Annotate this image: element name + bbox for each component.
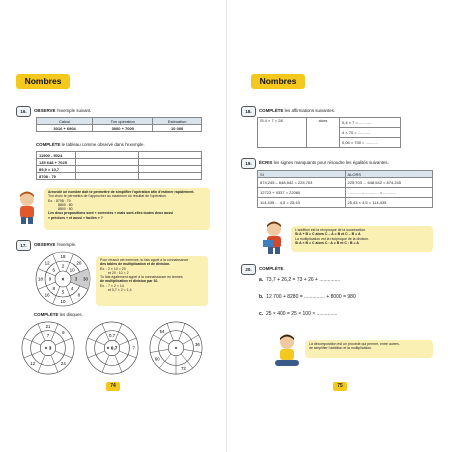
- ex16-answer-op[interactable]: [76, 173, 139, 180]
- wheel-inner-value: 10: [69, 267, 75, 273]
- left-title-banner: Nombres: [16, 74, 70, 89]
- wheel-center-label: ×: [174, 346, 178, 352]
- wheel-inner-value: 7: [46, 332, 50, 338]
- page-number-right: 75: [333, 382, 347, 391]
- ex18-table: [257, 117, 401, 148]
- ex17-number: 17.: [16, 240, 31, 251]
- wheel-outer-value: 18: [37, 276, 44, 282]
- tip-tables: [96, 256, 208, 306]
- tip-line: Ex. : 7 × 2 = 14: [100, 283, 124, 288]
- ex19-cell[interactable]: ............ – ............ = ............: [345, 188, 433, 198]
- tip-line: et 20 : 10 = 2: [108, 270, 129, 275]
- right-page: [226, 0, 452, 452]
- ex18-instruction: COMPLÈTE les affirmations suivantes.: [259, 108, 336, 113]
- ex18-number: 18.: [241, 106, 256, 117]
- ex17-instruction: OBSERVE l'exemple.: [34, 242, 77, 247]
- ex18-item[interactable]: 0,04 × 700 = ...........: [340, 138, 401, 148]
- ex19-cell[interactable]: 225,703 ... 648,542 = 874,245: [345, 178, 433, 188]
- item-label: a.: [259, 277, 264, 283]
- ex19-table: [257, 170, 433, 208]
- item-label: c.: [259, 311, 264, 317]
- ex16-header-calc: Calcul: [37, 118, 93, 125]
- ex18-item[interactable]: 0,4 × 7 = ...........: [340, 118, 401, 128]
- tip-line: 8800 : 80: [58, 207, 73, 212]
- wheel-outer-value: 20: [76, 260, 82, 266]
- wheel-outer-value: 7: [132, 345, 135, 351]
- tip-line: L'addition est la réciproque de la soustraction.: [295, 228, 367, 232]
- tip-line: « précises » et aussi « faciles » ?: [48, 215, 103, 220]
- right-title-banner: Nombres: [251, 74, 305, 89]
- wheel-inner-value: 5: [61, 289, 65, 295]
- ex19-instruction: ÉCRIS les signes manquants pour résoudre les égalités suivantes.: [259, 160, 389, 165]
- example-wheel: [34, 250, 92, 308]
- ex18-alors: alors: [307, 118, 340, 148]
- ex16-cell-est: 10 000: [153, 125, 202, 132]
- wheel-b[interactable]: [84, 320, 140, 376]
- tip-line: La multiplication est la réciproque de la division.: [295, 236, 370, 241]
- ex16-answer-op[interactable]: [76, 159, 139, 166]
- ex16-header-op: Ton opération: [93, 118, 153, 125]
- ex19-number: 19.: [241, 158, 256, 169]
- wheel-outer-value: 54: [159, 328, 165, 334]
- wheel-center-label: ×: [61, 276, 65, 283]
- tip-line: La décomposition est un procédé qui permet, entre autres,: [309, 342, 400, 346]
- ex16-example-table: [36, 117, 202, 132]
- wheel-inner-value: 2: [61, 263, 65, 269]
- ex16-number: 16.: [16, 106, 31, 117]
- ex19-cell[interactable]: 114,435 ... 4,5 = 25,43: [258, 198, 346, 208]
- tip-decomposition: [305, 340, 433, 358]
- tip-line: Arrondir un nombre doit te permettre de simplifier l'opération afin d'estimer rapidement.: [48, 190, 195, 194]
- item-text: 12 700 + 8280 = ............... + 8000 = 980: [266, 294, 356, 300]
- tip-line: des tables de multiplication et de division.: [100, 262, 171, 267]
- ex16-row: 89,9 × 10,7: [37, 166, 76, 173]
- item-label: b.: [259, 294, 264, 300]
- wheel-outer-value: 72: [181, 365, 186, 371]
- tip-line: Si A × B = C alors C : A = B et C : B = A: [295, 240, 359, 245]
- wheel-center-label: × 0,7: [106, 346, 118, 352]
- ex16-answer-est[interactable]: [139, 166, 202, 173]
- ex18-item[interactable]: 4 × 70 = ...........: [340, 128, 401, 138]
- student-illustration: [14, 190, 40, 224]
- ex16-answer-est[interactable]: [139, 159, 202, 166]
- tip-line: de simplifier l'addition et la multiplication.: [309, 346, 373, 351]
- ex16-answer-op[interactable]: [76, 166, 139, 173]
- tip-line: Tu fais également appel à la connaissance en termes: [100, 275, 183, 280]
- tip-reciprocal: [291, 226, 433, 252]
- wheel-outer-value: 24: [60, 360, 66, 366]
- ex20-instruction: COMPLÈTE.: [259, 266, 285, 271]
- tip-line: Les deux propositions sont « correctes » mais sont-elles toutes deux aussi: [48, 211, 174, 216]
- wheel-outer-value: 36: [194, 341, 200, 347]
- ex16-answer-est[interactable]: [139, 152, 202, 159]
- ex16-header-est: Estimation: [153, 118, 202, 125]
- ex16-answer-est[interactable]: [139, 173, 202, 180]
- wheel-outer-value: 21: [45, 323, 51, 329]
- wheel-c[interactable]: [148, 320, 204, 376]
- tip-line: Si A + B = C alors C – A = B et C – B = A: [295, 232, 361, 237]
- tip-rounding: [44, 188, 210, 230]
- wheel-center-label: × 3: [44, 346, 52, 352]
- wheel-outer-value: 30: [82, 276, 89, 282]
- wheel-inner-value: 0,7: [108, 332, 116, 338]
- ex17-complete-instruction: COMPLÈTE les disques.: [34, 312, 83, 317]
- ex19-cell: 25,43 × 4,5 = 114,435: [345, 198, 433, 208]
- tip-line: Ex. : 2 × 10 = 20: [100, 266, 126, 271]
- ex19-cell: 12723 + 9337 = 22060: [258, 188, 346, 198]
- ex19-header-si: SI: [258, 171, 346, 178]
- item-text: 73,7 + 26,2 = 73 + 26 + ...............: [265, 277, 341, 283]
- ex16-answer-op[interactable]: [76, 152, 139, 159]
- student-sitting-illustration: [273, 334, 301, 368]
- ex20-item-b[interactable]: [259, 295, 356, 300]
- ex16-complete-instruction: COMPLÈTE le tableau comme observé dans l'exemple.: [36, 142, 145, 147]
- tip-line: Ex. : 8708 : 79: [48, 198, 71, 203]
- tip-line: 8800 : 80: [58, 202, 73, 207]
- ex20-item-c[interactable]: [259, 312, 337, 317]
- ex16-row: 11900 - 5024: [37, 152, 76, 159]
- ex19-cell: 874,245 – 648,542 = 225,703: [258, 178, 346, 188]
- wheel-outer-value: 16: [44, 292, 50, 298]
- student-reading-illustration: [261, 220, 287, 254]
- wheel-inner-value: 8: [52, 285, 56, 291]
- wheel-outer-value: 12: [44, 260, 50, 266]
- ex16-cell-calc: 3016 + 6904: [37, 125, 93, 132]
- wheel-outer-value: 60: [154, 356, 160, 362]
- ex16-cell-op: 3000 + 7000: [93, 125, 153, 132]
- tip-line: de multiplication et division par 10.: [100, 279, 159, 284]
- wheel-inner-value: 4: [70, 285, 74, 291]
- tip-line: Ton choix te permettra de t'approcher au maximum du résultat de l'opération.: [48, 194, 168, 199]
- ex16-instruction: OBSERVE l'exemple suivant.: [34, 108, 92, 113]
- item-text: 25 × 400 = 25 × 100 × ...............: [265, 311, 338, 317]
- ex16-complete-table: [36, 151, 202, 180]
- ex18-premise: Si 4 × 7 = 28: [258, 118, 307, 148]
- ex16-row: 135 648 + 7025: [37, 159, 76, 166]
- tip-line: Pour réussir cet exercice, tu fais appel à la connaissance: [100, 258, 189, 262]
- wheel-a[interactable]: [20, 320, 76, 376]
- wheel-outer-value: 10: [60, 299, 66, 305]
- wheel-outer-value: 18: [60, 254, 66, 260]
- ex16-row: 8708 : 79: [37, 173, 76, 180]
- wheel-outer-value: 8: [77, 292, 81, 298]
- wheel-inner-value: 9: [48, 276, 52, 282]
- wheel-inner-value: 6: [52, 267, 56, 273]
- ex19-header-alors: ALORS: [345, 171, 433, 178]
- wheel-outer-value: 9: [62, 330, 65, 336]
- ex20-item-a[interactable]: [259, 278, 340, 283]
- tip-line: et 0,7 × 2 = 1,4: [108, 288, 132, 293]
- ex20-number: 20.: [241, 264, 256, 275]
- wheel-outer-value: 12: [30, 360, 36, 366]
- wheel-inner-value: 3: [74, 276, 78, 282]
- page-number-left: 74: [106, 382, 120, 391]
